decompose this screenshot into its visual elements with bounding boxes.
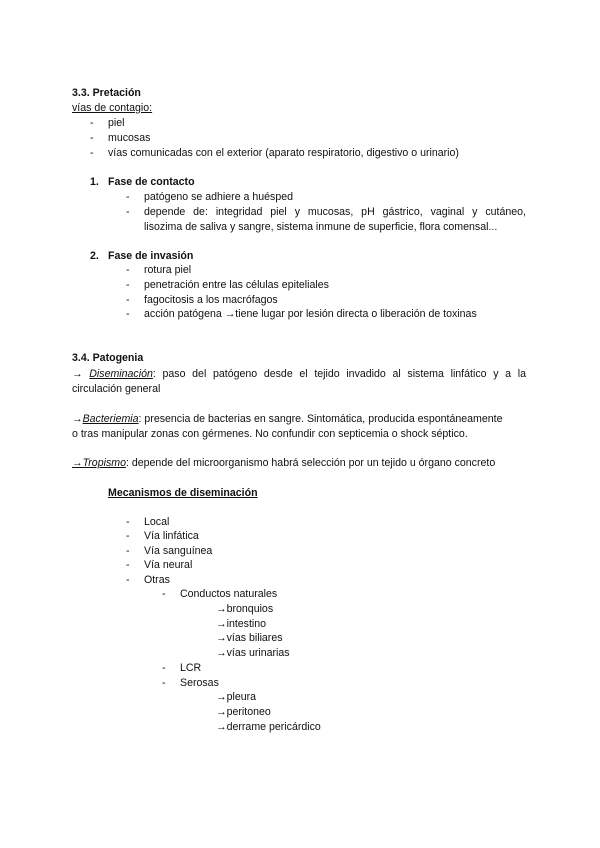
bullet: - <box>126 574 130 586</box>
mechanism-item: Vía linfática <box>144 530 199 542</box>
sub-mechanism-lcr: LCR <box>180 662 202 674</box>
bacteriemia-line <box>72 412 502 426</box>
bullet: - <box>126 530 130 542</box>
bullet: - <box>90 117 94 129</box>
sub-mechanism-conductos: Conductos naturales <box>180 588 278 600</box>
bullet: - <box>90 132 94 144</box>
serosa-item: →derrame pericárdico <box>216 721 321 733</box>
tropismo-text: : depende del microorganismo habrá selección por un tejido u órgano concreto <box>125 457 496 469</box>
contact-item: patógeno se adhiere a huésped <box>144 191 294 203</box>
bullet: - <box>126 191 130 203</box>
diseminacion-continuation: circulación general <box>72 383 161 395</box>
phase-title-contact: Fase de contacto <box>108 176 195 188</box>
diseminacion-text: : paso del patógeno desde el tejido invadido al sistema linfático y a la <box>152 368 526 380</box>
diseminacion-line <box>72 367 526 381</box>
bacteriemia-text: : presencia de bacterias en sangre. Sintomática, producida espontáneamente <box>138 413 503 425</box>
bullet: - <box>126 294 130 306</box>
route-item: piel <box>108 117 125 129</box>
conducto-item: →vías urinarias <box>216 647 290 659</box>
conducto-item: →vías biliares <box>216 632 283 644</box>
tropismo-term: Tropismo <box>82 457 126 469</box>
bullet: - <box>126 545 130 557</box>
contact-item: depende de: integridad piel y mucosas, pH gástrico, vaginal y cutáneo, <box>144 206 526 218</box>
contagion-routes-label: vías de contagio: <box>72 102 153 114</box>
invasion-item: penetración entre las células epiteliales <box>144 279 329 291</box>
mechanisms-title: Mecanismos de diseminación <box>108 487 258 499</box>
diseminacion-term: Diseminación <box>89 368 153 380</box>
arrow: → <box>72 368 83 380</box>
bullet: - <box>126 206 130 218</box>
bacteriemia-term: Bacteriemia <box>82 413 139 425</box>
conducto-item: →bronquios <box>216 603 274 615</box>
phase-title-invasion: Fase de invasión <box>108 250 194 262</box>
phase-number: 2. <box>90 250 99 262</box>
serosa-item: →peritoneo <box>216 706 271 718</box>
mechanism-item: Otras <box>144 574 170 586</box>
conducto-item: →intestino <box>216 618 267 630</box>
bullet: - <box>162 677 166 689</box>
bullet: - <box>162 588 166 600</box>
sub-mechanism-serosas: Serosas <box>180 677 219 689</box>
invasion-item: fagocitosis a los macrófagos <box>144 294 278 306</box>
section-heading-patogenia: 3.4. Patogenia <box>72 352 144 364</box>
invasion-item: rotura piel <box>144 264 192 276</box>
serosa-item: →pleura <box>216 691 257 703</box>
mechanism-item: Local <box>144 516 170 528</box>
invasion-item: acción patógena →tiene lugar por lesión directa o liberación de toxinas <box>144 308 477 320</box>
arrow: → <box>72 413 83 425</box>
bullet: - <box>90 147 94 159</box>
phase-number: 1. <box>90 176 99 188</box>
bullet: - <box>126 308 130 320</box>
bullet: - <box>126 264 130 276</box>
mechanism-item: Vía neural <box>144 559 193 571</box>
contact-item-continuation: lisozima de saliva y sangre, sistema inmune de superficie, flora comensal... <box>144 221 498 233</box>
bullet: - <box>126 279 130 291</box>
bullet: - <box>126 516 130 528</box>
bullet: - <box>162 662 166 674</box>
tropismo-line <box>72 456 495 470</box>
route-item: vías comunicadas con el exterior (aparato respiratorio, digestivo o urinario) <box>108 147 459 159</box>
route-item: mucosas <box>108 132 151 144</box>
bullet: - <box>126 559 130 571</box>
mechanism-item: Vía sanguínea <box>144 545 213 557</box>
bacteriemia-continuation: o tras manipular zonas con gérmenes. No confundir con septicemia o shock séptico. <box>72 428 468 440</box>
section-heading-pretacion: 3.3. Pretación <box>72 87 141 99</box>
arrow: → <box>72 457 83 469</box>
